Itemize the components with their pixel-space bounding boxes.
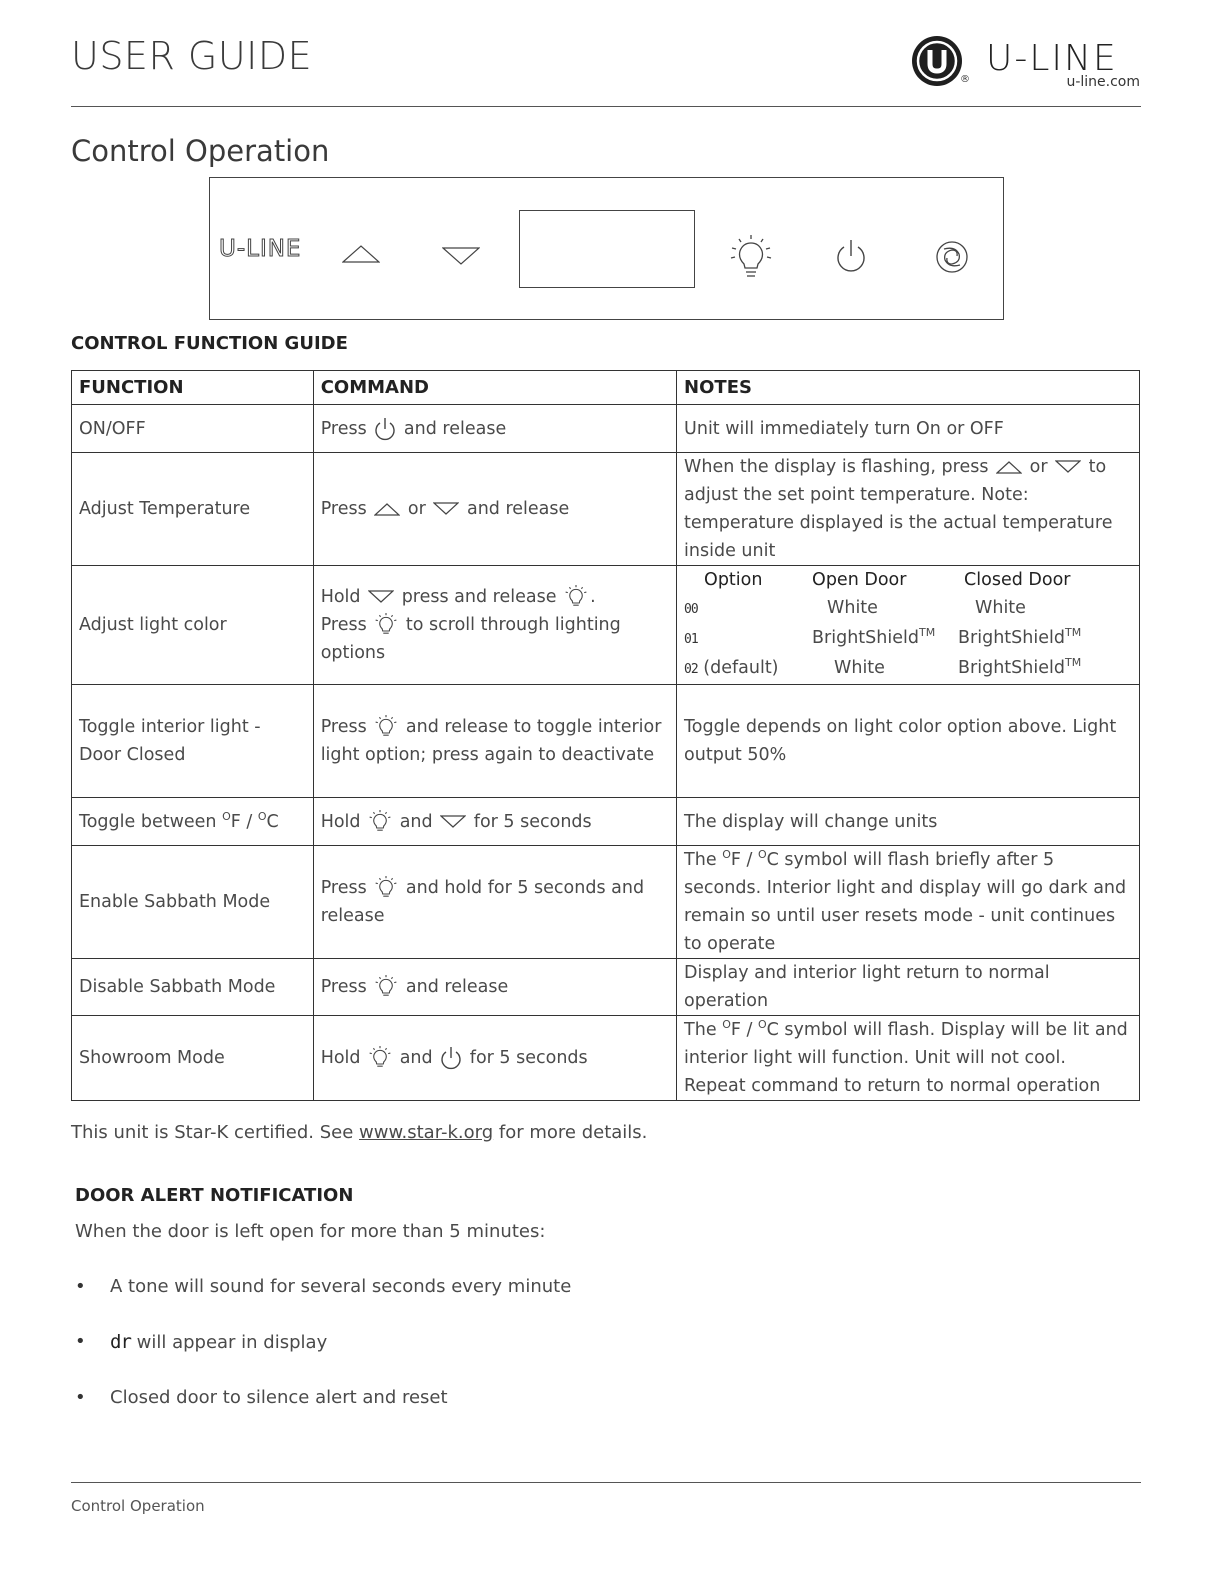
star-k-note [71, 1122, 647, 1143]
closed-door-value: White [975, 598, 1026, 618]
bullet-icon: • [75, 1387, 86, 1408]
command-cell [313, 685, 676, 798]
panel-logo: U-LINE [219, 236, 302, 262]
up-arrow-icon [374, 502, 400, 516]
command-cell [313, 846, 676, 959]
down-arrow-icon [442, 246, 480, 266]
header-divider [71, 106, 1141, 107]
table-header-row [72, 371, 1140, 405]
light-icon [729, 234, 773, 280]
open-door-value: White [834, 658, 885, 678]
command-text: for 5 seconds [469, 1048, 588, 1068]
footer-divider [71, 1482, 1141, 1483]
registered-mark: ® [960, 74, 970, 85]
page-title: USER GUIDE [71, 34, 313, 78]
brand-name: U-LINE [986, 38, 1118, 79]
open-door-header: Open Door [812, 570, 907, 590]
down-arrow-icon [1055, 460, 1081, 474]
table-row [72, 959, 1140, 1016]
notes-cell: The display will change units [677, 798, 1140, 846]
bullet-icon: • [75, 1276, 86, 1297]
closed-door-value: BrightShield™ [958, 656, 1082, 678]
command-cell [313, 959, 676, 1016]
bullet-icon: • [75, 1331, 86, 1352]
command-text: and [399, 811, 433, 832]
brand-url: u-line.com [1066, 74, 1140, 90]
light-icon [374, 714, 398, 740]
command-text: Press [320, 418, 367, 439]
notes-cell [677, 453, 1140, 566]
command-text: and release [405, 977, 509, 997]
u-line-logo-icon [912, 36, 962, 86]
down-arrow-icon [368, 590, 394, 604]
light-icon [564, 584, 588, 610]
power-icon [834, 238, 868, 274]
light-icon [368, 1045, 392, 1071]
table-row [72, 405, 1140, 453]
closed-door-value: BrightShield™ [958, 626, 1082, 648]
table-row [72, 685, 1140, 798]
footer-text: Control Operation [71, 1497, 205, 1515]
notes-cell: The $^O$F / $^O$C symbol will flash. Display will be lit and interior light will function. Unit will not cool. Repeat command to return to normal operation [677, 1016, 1140, 1101]
function-cell: Adjust Temperature [72, 453, 314, 566]
control-panel-diagram [209, 177, 1004, 320]
notes-cell: The $^O$F / $^O$C symbol will flash briefly after 5 seconds. Interior light and display will go dark and remain so until user resets mode - unit continues to operate [677, 846, 1140, 959]
command-cell [313, 405, 676, 453]
header-function: FUNCTION [72, 371, 314, 405]
command-text: Hold [320, 1048, 361, 1068]
command-text: Press [320, 615, 367, 635]
header-notes: NOTES [677, 371, 1140, 405]
down-arrow-icon [433, 502, 459, 516]
sabbath-icon [935, 240, 969, 274]
notes-cell [677, 566, 1140, 685]
light-icon [374, 875, 398, 901]
door-alert-title: DOOR ALERT NOTIFICATION [75, 1185, 354, 1206]
function-cell: Enable Sabbath Mode [72, 846, 314, 959]
section-title: Control Operation [71, 134, 330, 168]
up-arrow-icon [342, 244, 380, 264]
header-command: COMMAND [313, 371, 676, 405]
open-door-value: White [827, 598, 878, 618]
command-text: and release to toggle interior light option; press again to deactivate [320, 717, 662, 765]
notes-text: or [1029, 457, 1048, 477]
light-icon [374, 612, 398, 638]
option-code: 00 [684, 602, 698, 617]
command-text: press and release [401, 587, 557, 607]
table-row [72, 846, 1140, 959]
temperature-display [519, 210, 695, 288]
command-text: and hold for 5 seconds and release [320, 878, 645, 926]
command-text: . [590, 587, 596, 607]
command-text: Press [320, 717, 367, 737]
light-icon [368, 809, 392, 835]
command-cell [313, 453, 676, 566]
power-icon [374, 416, 396, 442]
brand-logo [912, 34, 1142, 92]
table-row [72, 798, 1140, 846]
function-cell: ON/OFF [72, 405, 314, 453]
command-text: and release [466, 499, 570, 519]
option-header: Option [704, 570, 763, 590]
command-text: Press [320, 499, 367, 519]
option-code: 02 (default) [684, 658, 779, 678]
open-door-value: BrightShield™ [812, 626, 936, 648]
light-icon [374, 974, 398, 1000]
function-cell: Disable Sabbath Mode [72, 959, 314, 1016]
notes-cell: Display and interior light return to normal operation [677, 959, 1140, 1016]
table-row [72, 566, 1140, 685]
up-arrow-icon [996, 460, 1022, 474]
command-cell [313, 1016, 676, 1101]
notes-text: to [1088, 457, 1107, 477]
table-row [72, 1016, 1140, 1101]
command-cell [313, 798, 676, 846]
star-k-link[interactable]: www.star-k.org [359, 1122, 494, 1143]
star-k-text: This unit is Star-K certified. See [71, 1122, 354, 1143]
command-text: Press [320, 977, 367, 997]
guide-title: CONTROL FUNCTION GUIDE [71, 333, 348, 354]
notes-cell: Unit will immediately turn On or OFF [677, 405, 1140, 453]
command-text: and release [403, 418, 507, 439]
door-alert-intro: When the door is left open for more than 5 minutes: [75, 1221, 546, 1242]
notes-cell: Toggle depends on light color option above. Light output 50% [677, 685, 1140, 798]
command-text: Hold [320, 587, 361, 607]
command-text: Press [320, 878, 367, 898]
function-cell: Toggle between $^O$F / $^O$C [72, 798, 314, 846]
star-k-text: for more details. [498, 1122, 648, 1143]
function-cell: Adjust light color [72, 566, 314, 685]
command-text: to scroll through lighting options [320, 615, 621, 663]
power-icon [440, 1045, 462, 1071]
table-row [72, 453, 1140, 566]
closed-door-header: Closed Door [964, 570, 1071, 590]
door-alert-display-code: dr [110, 1331, 131, 1353]
command-text: Hold [320, 811, 361, 832]
command-text: for 5 seconds [473, 811, 592, 832]
light-options-grid [684, 566, 1132, 684]
down-arrow-icon [440, 815, 466, 829]
command-text: and [399, 1048, 433, 1068]
function-cell: Toggle interior light - Door Closed [72, 685, 314, 798]
control-function-table [71, 370, 1140, 1101]
notes-text: adjust the set point temperature. Note: temperature displayed is the actual temperature inside unit [684, 485, 1113, 561]
function-cell: Showroom Mode [72, 1016, 314, 1101]
option-code: 01 [684, 632, 698, 647]
command-cell [313, 566, 676, 685]
command-text: or [407, 499, 426, 519]
notes-text: When the display is flashing, press [684, 457, 989, 477]
